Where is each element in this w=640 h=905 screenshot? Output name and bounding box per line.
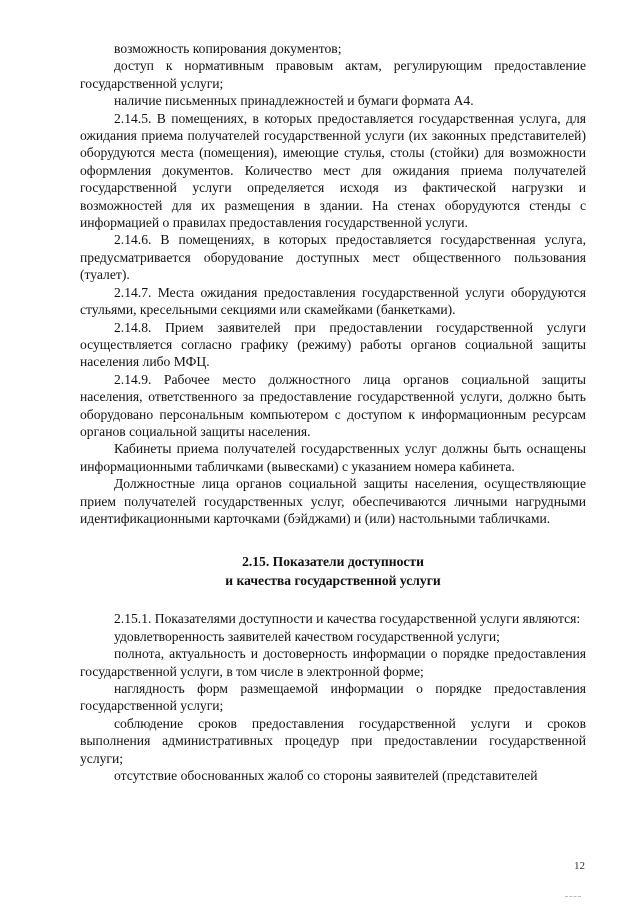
spacer [80,590,586,610]
paragraph: наличие письменных принадлежностей и бумаги формата А4. [114,93,474,109]
paragraph: Должностные лица органов социальной защиты населения, осуществляющие прием получателей государственных услуг, обеспечиваются личными нагрудными идентификационными карточками (бэйджами) и (или) настольными табличками. [80,476,586,526]
document-body [80,40,586,784]
paragraph: отсутствие обоснованных жалоб со стороны заявителей (представителей [114,768,538,784]
paragraph: возможность копирования документов; [114,41,342,56]
section-heading-line: 2.15. Показатели доступности [242,554,424,570]
paragraph: 2.14.7. Места ожидания предоставления государственной услуги оборудуются стульями, кресельными секциями или скамейками (банкетками). [80,284,586,318]
paragraph: Кабинеты приема получателей государственных услуг должны быть оснащены информационными табличками (вывесками) с указанием номера кабинета. [80,441,586,474]
paragraph: удовлетворенность заявителей качеством государственной услуги; [114,628,500,644]
paragraph: наглядность форм размещаемой информации о порядке предоставления государственной услуги; [80,681,586,714]
section-heading-line: и качества государственной услуги [225,573,441,589]
paragraph: 2.14.6. В помещениях, в которых предоставляется государственная услуга, предусматривается оборудование доступных мест общественного пользования (туалет). [80,232,586,283]
paragraph: доступ к нормативным правовым актам, регулирующим предоставление государственной услуги; [80,58,586,91]
paragraph: 2.14.9. Рабочее место должностного лица органов социальной защиты населения, ответственного за предоставление государственной услуги, должно быть оборудовано персональным компьютером с доступом к информационным ресурсам органов социальной защиты населения. [80,371,586,439]
paragraph: 2.14.5. В помещениях, в которых предоставляется государственная услуга, для ожидания приема получателей государственной услуги (их законных представителей) оборудуются места (помещения), имеющие стулья, столы (стойки) для возможности оформления документов. Количество мест для ожидания приема получателей государственной услуги определяется исходя из фактической нагрузки и возможностей для их размещения в здании. На стенах оборудуются стенды с информацией о правилах предоставления государственной услуги. [80,110,586,231]
paragraph: 2.14.8. Прием заявителей при предоставлении государственной услуги осуществляется согласно графику (режиму) работы органов социальной защиты населения либо МФЦ. [80,319,586,370]
spacer [80,527,586,552]
paragraph: полнота, актуальность и достоверность информации о порядке предоставления государственной услуги, в том числе в электронной форме; [80,646,586,679]
paragraph: соблюдение сроков предоставления государственной услуги и сроков выполнения административных процедур при предоставлении государственной услуги; [80,715,586,766]
scan-artifact [565,896,581,898]
paragraph: 2.15.1. Показателями доступности и качества государственной услуги являются: [114,611,581,627]
page-number: 12 [574,860,585,872]
section-heading [80,552,586,590]
